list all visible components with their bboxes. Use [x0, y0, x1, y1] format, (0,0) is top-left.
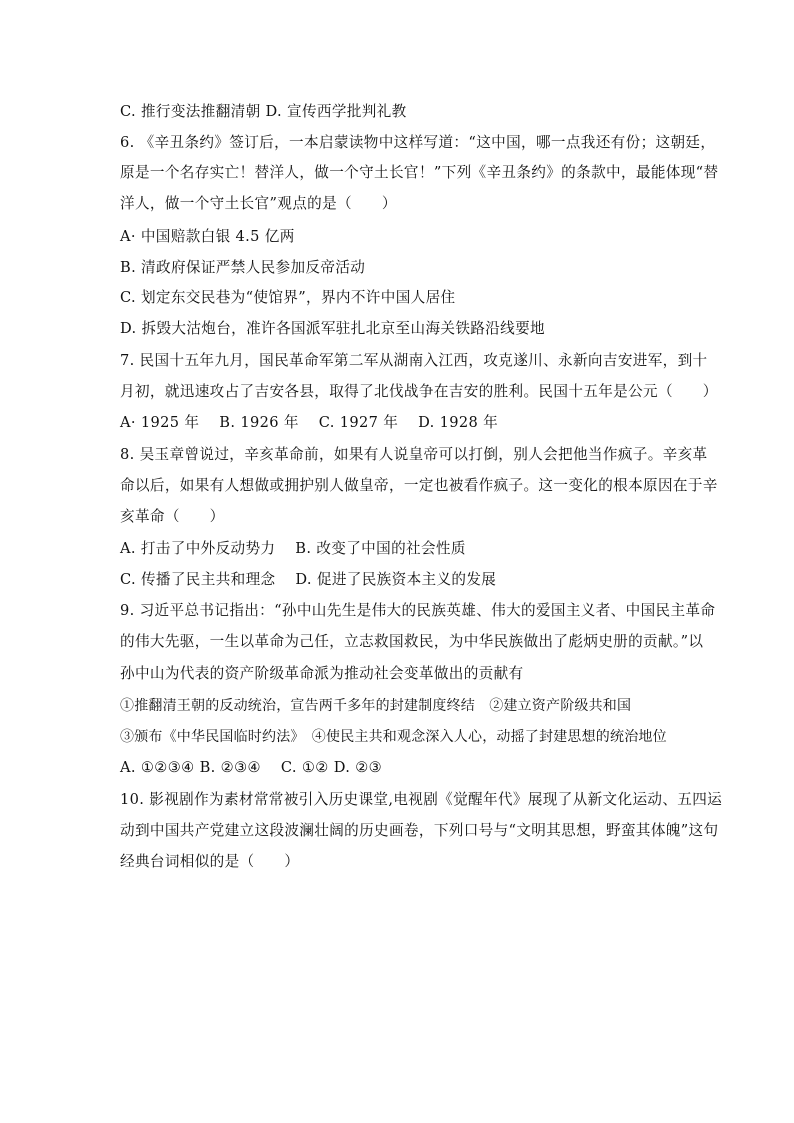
q6-stem-line-3: 洋人，做一个守土长官”观点的是（ ） — [120, 195, 397, 212]
q8-stem-line-1: 8. 吴玉章曾说过，辛亥革命前，如果有人说皇帝可以打倒，别人会把他当作疯子。辛亥革 — [120, 446, 708, 463]
q10-stem-line-3: 经典台词相似的是（ ） — [120, 853, 300, 870]
q6-stem-line-1: 6. 《辛丑条约》签订后，一本启蒙读物中这样写道：“这中国，哪一点我还有份；这朝廷， — [120, 134, 716, 151]
q9-options: A. ①②③④ B. ②③④ C. ①② D. ②③ — [120, 759, 383, 776]
q8-stem-line-3: 亥革命（ ） — [120, 508, 225, 525]
q9-stem-line-3: 孙中山为代表的资产阶级革命派为推动社会变革做出的贡献有 — [120, 665, 524, 682]
q9-stem-line-1: 9. 习近平总书记指出：“孙中山先生是伟大的民族英雄、伟大的爱国主义者、中国民主革命 — [120, 602, 716, 619]
q7-stem-line-2: 月初，就迅速攻占了吉安各县，取得了北伐战争在吉安的胜利。民国十五年是公元（ ） — [120, 383, 718, 400]
q10-stem-line-1: 10. 影视剧作为素材常常被引入历史课堂,电视剧《觉醒年代》展现了从新文化运动、五四运 — [120, 791, 723, 808]
q6-option-d: D. 拆毁大沽炮台，准许各国派军驻扎北京至山海关铁路沿线要地 — [120, 320, 545, 337]
q6-stem-line-2: 原是一个名存实亡！替洋人，做一个守土长官！”下列《辛丑条约》的条款中，最能体现“替 — [120, 164, 719, 181]
q7-stem-line-1: 7. 民国十五年九月，国民革命军第二军从湖南入江西，攻克遂川、永新向吉安进军，到十 — [120, 352, 708, 369]
q8-stem-line-2: 命以后，如果有人想做或拥护别人做皇帝，一定也被看作疯子。这一变化的根本原因在于辛 — [120, 477, 718, 494]
q9-statements-3-4: ③颁布《中华民国临时约法》 ④使民主共和观念深入人心，动摇了封建思想的统治地位 — [120, 729, 667, 745]
q8-options-cd: C. 传播了民主共和理念 D. 促进了民族资本主义的发展 — [120, 571, 497, 588]
q5-option-cd: C. 推行变法推翻清朝 D. 宣传西学批判礼教 — [120, 103, 407, 120]
q9-stem-line-2: 的伟大先驱，一生以革命为己任，立志救国救民，为中华民族做出了彪炳史册的贡献。”以 — [120, 633, 704, 650]
q9-statements-1-2: ①推翻清王朝的反动统治，宣告两千多年的封建制度终结 ②建立资产阶级共和国 — [120, 698, 632, 714]
q6-option-c: C. 划定东交民巷为“使馆界”，界内不许中国人居住 — [120, 289, 456, 306]
q7-options: A· 1925 年 B. 1926 年 C. 1927 年 D. 1928 年 — [120, 414, 499, 431]
q6-option-a: A· 中国赔款白银 4.5 亿两 — [120, 228, 295, 245]
q8-options-ab: A. 打击了中外反动势力 B. 改变了中国的社会性质 — [120, 540, 466, 557]
q6-option-b: B. 清政府保证严禁人民参加反帝活动 — [120, 259, 366, 276]
q10-stem-line-2: 动到中国共产党建立这段波澜壮阔的历史画卷，下列口号与“文明其思想，野蛮其体魄”这句 — [120, 822, 719, 839]
